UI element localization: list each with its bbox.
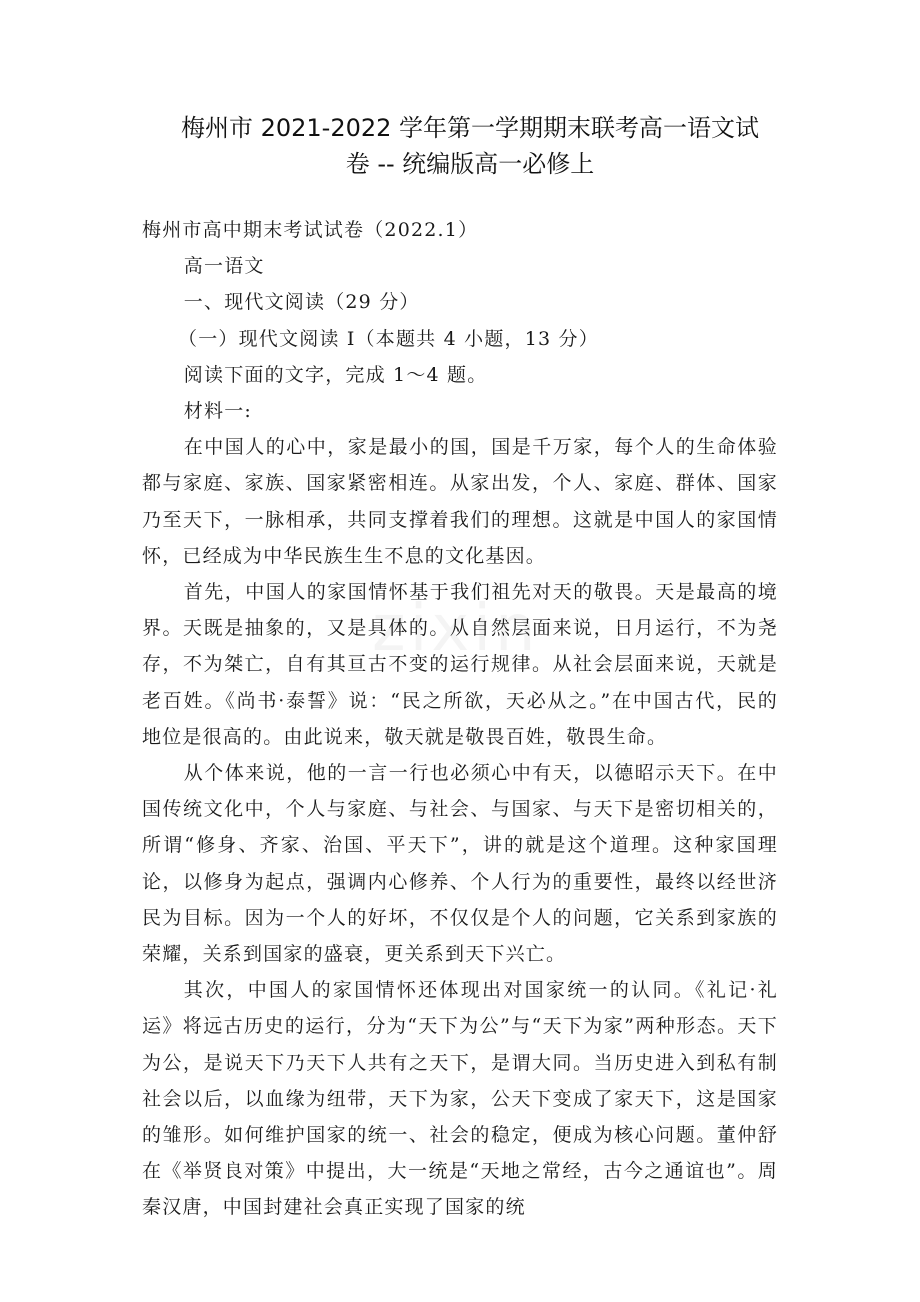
- section-heading: 一、现代文阅读（29 分）: [183, 291, 420, 314]
- subject-label: 高一语文: [183, 255, 265, 278]
- paragraph: 其次，中国人的家国情怀还体现出对国家统一的认同。《礼记·礼运》将远古历史的运行，分为“天下为公”与“天下为家”两种形态。天下为公，是说天下乃天下人共有之天下，是谓大同。当历史进入到私有制社会以后，以血缘为纽带，天下为家，公天下变成了家天下，这是国家的雏形。如何维护国家的统一、社会的稳定，便成为核心问题。董仲舒在《举贤良对策》中提出，大一统是“天地之常经，古今之通谊也”。周秦汉唐，中国封建社会真正实现了国家的统: [142, 979, 778, 1219]
- title-line-1: 梅州市 2021-2022 学年第一学期期末联考高一语文试: [180, 114, 760, 142]
- title-line-2: 卷 -- 统编版高一必修上: [345, 150, 595, 178]
- subsection-heading: （一）现代文阅读 I（本题共 4 小题，13 分）: [178, 327, 599, 350]
- paragraph: 首先，中国人的家国情怀基于我们祖先对天的敬畏。天是最高的境界。天既是抽象的，又是具体的。从自然层面来说，日月运行，不为尧存，不为桀亡，自有其亘古不变的运行规律。从社会层面来说，天就是老百姓。《尚书·泰誓》说：“民之所欲，天必从之。”在中国古代，民的地位是很高的。由此说来，敬天就是敬畏百姓，敬畏生命。: [142, 581, 778, 748]
- paragraph: 在中国人的心中，家是最小的国，国是千万家，每个人的生命体验都与家庭、家族、国家紧密相连。从家出发，个人、家庭、群体、国家乃至天下，一脉相承，共同支撑着我们的理想。这就是中国人的家国情怀，已经成为中华民族生生不息的文化基因。: [142, 436, 778, 567]
- material-label: 材料一:: [183, 400, 252, 423]
- document-body: [142, 212, 778, 1226]
- document-title: [150, 110, 790, 182]
- paragraph: 从个体来说，他的一言一行也必须心中有天，以德昭示天下。在中国传统文化中，个人与家庭、与社会、与国家、与天下是密切相关的，所谓“修身、齐家、治国、平天下”，讲的就是这个道理。这种家国理论，以修身为起点，强调内心修养、个人行为的重要性，最终以经世济民为目标。因为一个人的好坏，不仅仅是个人的问题，它关系到家族的荣耀，关系到国家的盛衰，更关系到天下兴亡。: [142, 762, 778, 966]
- reading-instruction: 阅读下面的文字，完成 1～4 题。: [183, 363, 488, 386]
- exam-header: 梅州市高中期末考试试卷（2022.1）: [142, 219, 479, 241]
